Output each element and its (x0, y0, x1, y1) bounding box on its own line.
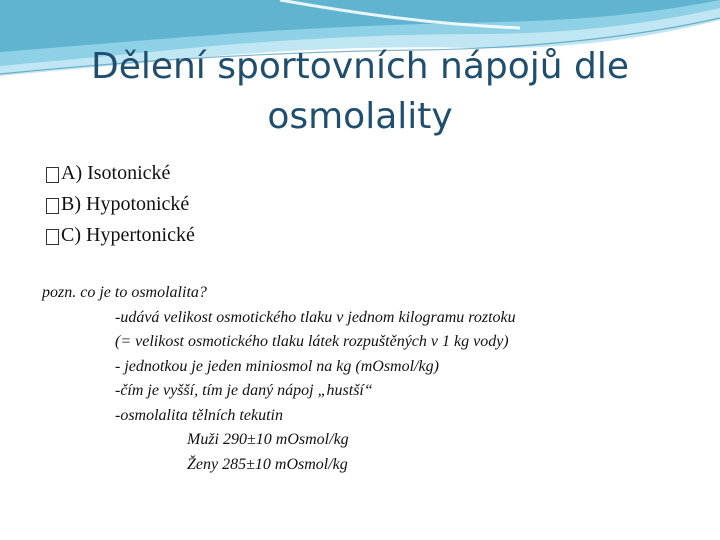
note-line: (= velikost osmotického tlaku látek rozpuštěných v 1 kg vody) (115, 333, 509, 350)
bullet-label: B) Hypotonické (61, 193, 190, 215)
bullet-item-hypertonic (46, 220, 195, 251)
slide-title-line-1: Dělení sportovních nápojů dle (90, 46, 630, 87)
note-intro: pozn. co je to osmolalita? (42, 284, 207, 301)
missing-glyph-icon (46, 229, 59, 245)
bullet-label: A) Isotonické (61, 162, 171, 184)
note-line: -udává velikost osmotického tlaku v jednom kilogramu roztoku (115, 308, 516, 326)
slide-title-line-2: osmolality (267, 96, 453, 137)
slide-title (40, 42, 680, 142)
bullet-item-isotonic (46, 158, 195, 189)
osmolality-note (42, 281, 516, 477)
bullet-list (46, 158, 195, 251)
bullet-label: C) Hypertonické (61, 224, 195, 246)
missing-glyph-icon (46, 198, 59, 214)
note-value-men: Muži 290±10 mOsmol/kg (187, 431, 349, 448)
note-line: -čím je vyšší, tím je daný nápoj „hustší“ (115, 382, 373, 399)
note-value-women: Ženy 285±10 mOsmol/kg (187, 455, 348, 473)
bullet-item-hypotonic (46, 189, 195, 220)
note-line: - jednotkou je jeden miniosmol na kg (mOsmol/kg) (115, 357, 439, 375)
missing-glyph-icon (46, 167, 59, 183)
note-line: -osmolalita tělních tekutin (115, 406, 283, 424)
